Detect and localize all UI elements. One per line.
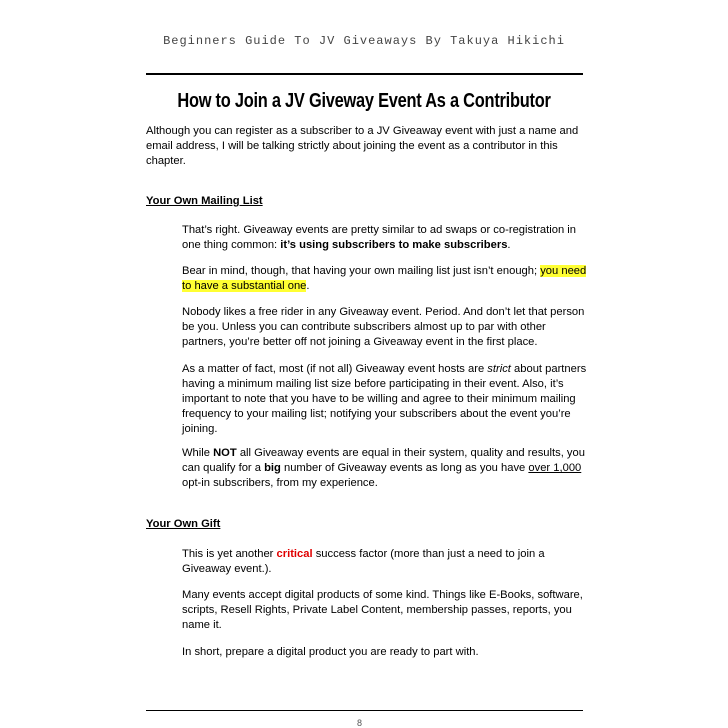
text: about partners having a minimum mailing list size before participating in their event. Also, it’s important to note that you have to be willing and agree to their minimum mailing frequency to your mailing list; notifying your subscribers about the event you’re joining.: [182, 363, 587, 435]
section-heading-mailing-list: Your Own Mailing List: [146, 195, 263, 207]
mailing-list-paragraph-2: [182, 264, 592, 294]
footer-rule: [146, 710, 583, 711]
critical-text: critical: [276, 548, 313, 560]
underlined-text: over 1,000: [528, 462, 582, 474]
text: .: [306, 280, 310, 292]
bold-text: big: [264, 462, 281, 474]
text: success factor (more than just a need to join a Giveaway event.).: [182, 548, 545, 575]
section-heading-gift: Your Own Gift: [146, 518, 221, 530]
text: That’s right. Giveaway events are pretty similar to ad swaps or co-registration in one thing common:: [182, 224, 577, 251]
highlighted-text: you need to have a substantial one: [182, 265, 587, 292]
text: opt-in subscribers, from my experience.: [182, 477, 378, 489]
bold-text: it’s using subscribers to make subscribers: [280, 239, 508, 251]
text: Bear in mind, though, that having your own mailing list just isn’t enough;: [182, 265, 541, 277]
intro-paragraph: Although you can register as a subscriber to a JV Giveaway event with just a name and email address, I will be talking strictly about joining the event as a contributor in this chapter.: [146, 125, 579, 167]
mailing-list-paragraph-1: [182, 223, 592, 253]
italic-text: strict: [487, 363, 511, 375]
gift-paragraph-2: Many events accept digital products of some kind. Things like E-Books, software, scripts, Resell Rights, Private Label Content, membership passes, reports, you name it.: [182, 589, 583, 631]
running-header: Beginners Guide To JV Giveaways By Takuya Hikichi: [163, 34, 565, 48]
text: While: [182, 447, 214, 459]
text: This is yet another: [182, 548, 277, 560]
mailing-list-paragraph-4: [182, 362, 592, 437]
text: all Giveaway events are equal in their system, quality and results, you can qualify for a: [182, 447, 585, 474]
text: .: [507, 239, 511, 251]
gift-paragraph-1: [182, 547, 592, 577]
text: As a matter of fact, most (if not all) Giveaway event hosts are: [182, 363, 488, 375]
page-title: How to Join a JV Giveway Event As a Contributor: [177, 90, 551, 112]
mailing-list-paragraph-3: Nobody likes a free rider in any Giveaway event. Period. And don’t let that person be you. Unless you can contribute subscribers almost up to par with other partners, you’re better off not joining a Giveaway event in the first place.: [182, 306, 585, 348]
mailing-list-paragraph-5: [182, 446, 592, 491]
bold-text: NOT: [213, 447, 237, 459]
gift-paragraph-3: In short, prepare a digital product you are ready to part with.: [182, 646, 479, 658]
page-number: 8: [357, 718, 363, 728]
text: number of Giveaway events as long as you have: [280, 462, 529, 474]
header-rule: [146, 73, 583, 75]
